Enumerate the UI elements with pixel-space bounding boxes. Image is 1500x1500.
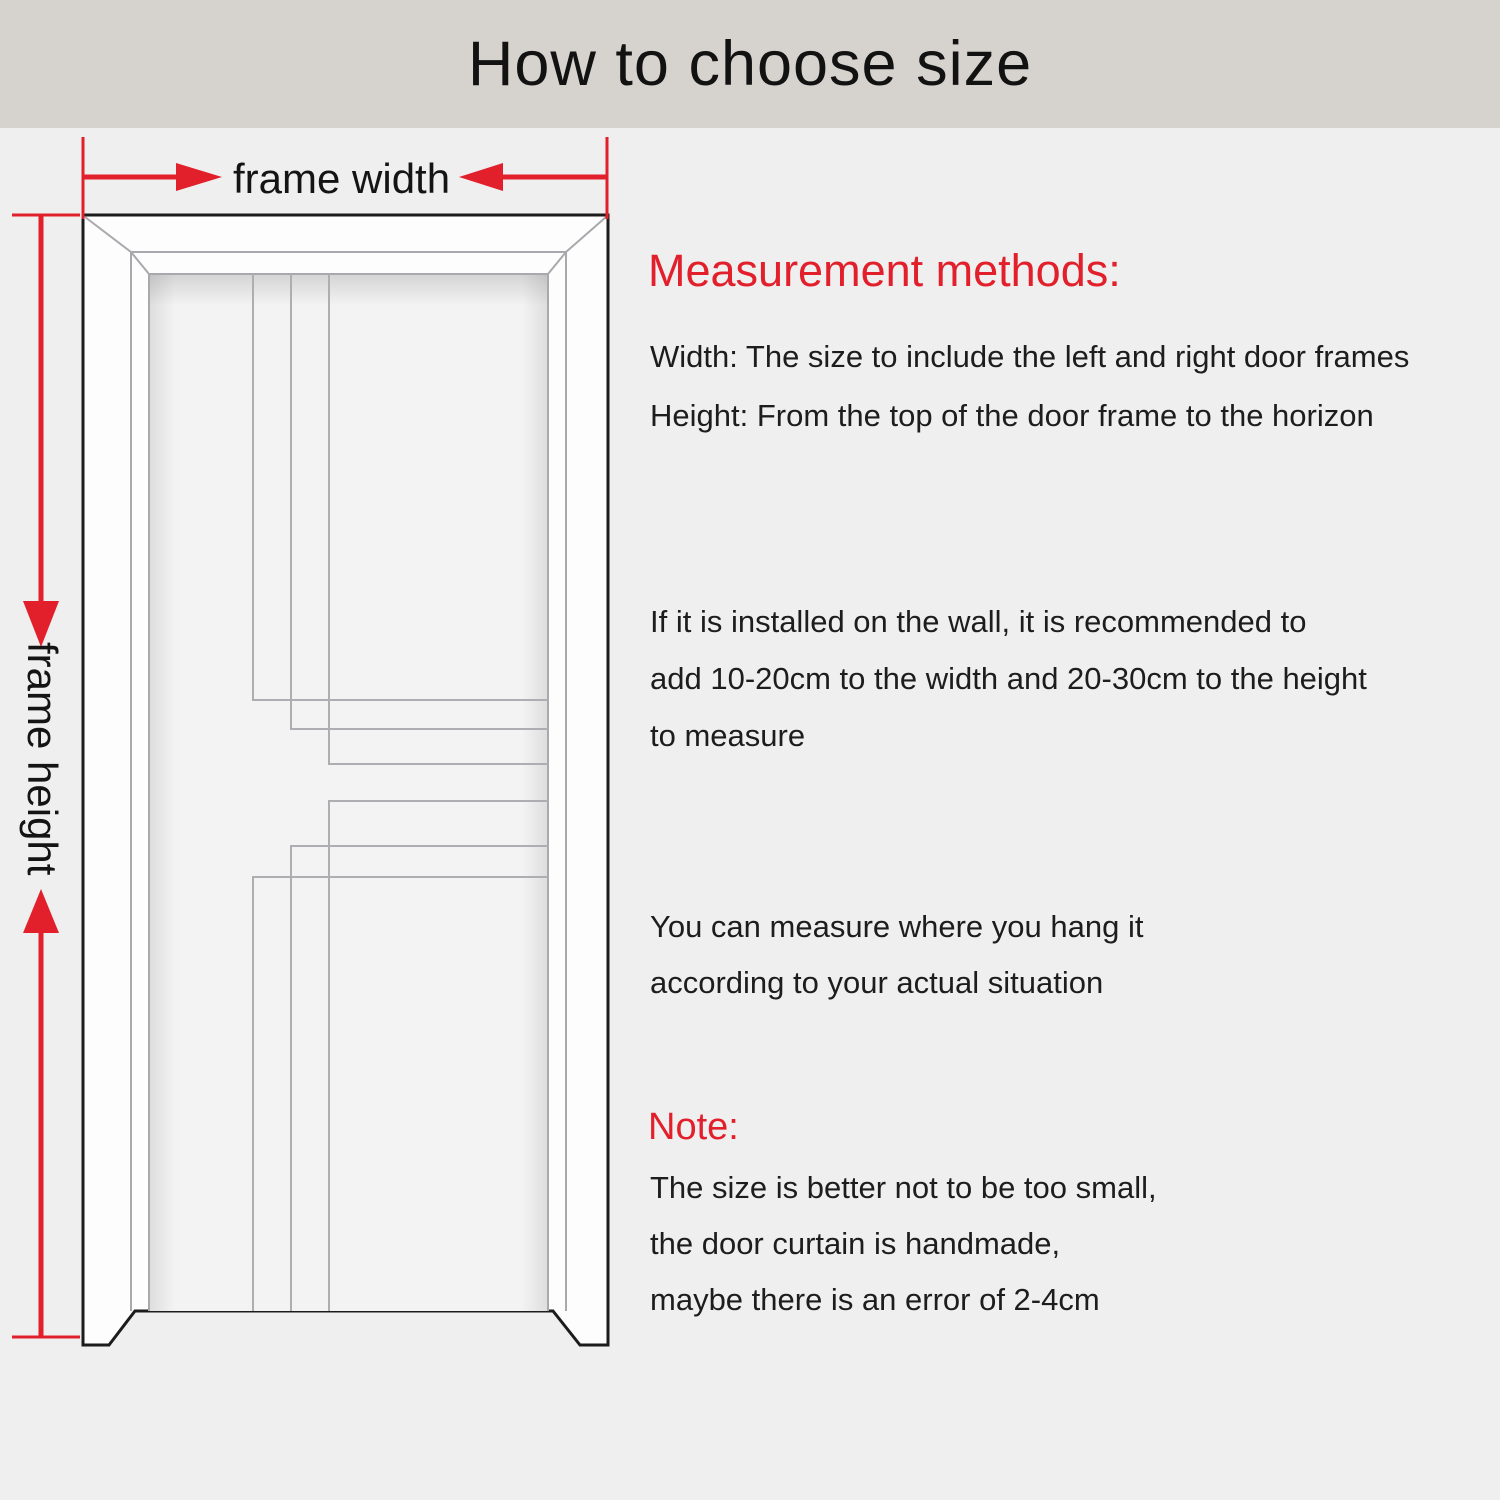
- measure-height-line: Height: From the top of the door frame to the horizon: [650, 398, 1374, 433]
- wall-line-1: If it is installed on the wall, it is recommended to: [650, 604, 1307, 639]
- measurement-methods-heading: Measurement methods:: [648, 245, 1121, 296]
- frame-width-label: frame width: [233, 155, 451, 202]
- note-text: [650, 1160, 1157, 1328]
- page-title: How to choose size: [467, 29, 1033, 99]
- door-illustration: [83, 215, 608, 1345]
- height-arrow-up-icon: [23, 889, 59, 933]
- width-arrow-right-icon: [176, 163, 222, 191]
- measure-instructions: [650, 327, 1409, 445]
- panel-left-shadow: [149, 274, 175, 1311]
- hang-instructions: [650, 899, 1143, 1011]
- wall-line-2: add 10-20cm to the width and 20-30cm to the height: [650, 661, 1367, 696]
- panel-top-shadow: [149, 274, 548, 306]
- note-heading: Note:: [648, 1106, 739, 1148]
- note-line-2: the door curtain is handmade,: [650, 1226, 1061, 1261]
- height-arrow-down-icon: [23, 601, 59, 647]
- frame-height-label: frame height: [19, 642, 66, 876]
- width-arrow-left-icon: [459, 163, 503, 191]
- hang-line-1: You can measure where you hang it: [650, 909, 1144, 944]
- note-line-1: The size is better not to be too small,: [650, 1170, 1157, 1205]
- note-line-3: maybe there is an error of 2-4cm: [650, 1282, 1100, 1317]
- wall-line-3: to measure: [650, 718, 806, 753]
- measure-width-line: Width: The size to include the left and right door frames: [650, 339, 1410, 374]
- door-panel: [149, 274, 548, 1311]
- hang-line-2: according to your actual situation: [650, 965, 1104, 1000]
- wall-install-instructions: [650, 593, 1367, 764]
- panel-right-shadow: [522, 274, 548, 1311]
